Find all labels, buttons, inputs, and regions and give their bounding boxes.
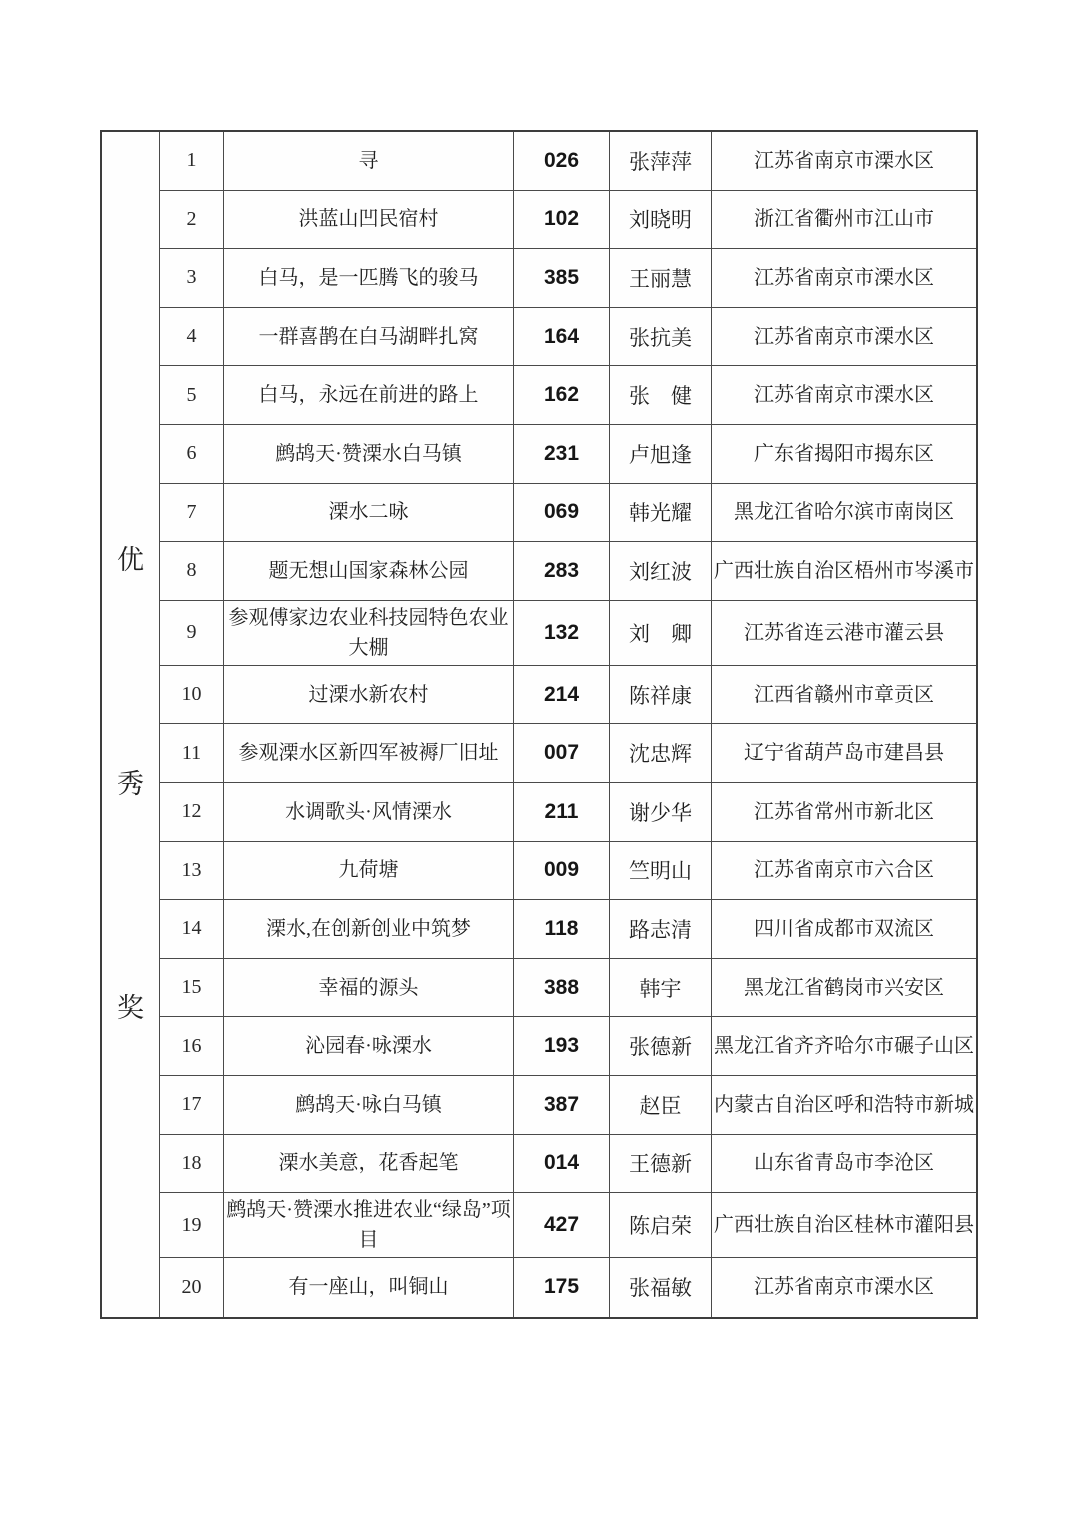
- row-number: 13: [160, 842, 224, 900]
- author-location: 江苏省南京市溧水区: [754, 266, 934, 289]
- row-number: 19: [160, 1193, 224, 1257]
- author-location: 广西壮族自治区桂林市灌阳县: [714, 1214, 974, 1237]
- author-name: 赵臣: [610, 1076, 712, 1134]
- author-location: 黑龙江省鹤岗市兴安区: [744, 976, 944, 999]
- author-name: 张福敏: [610, 1258, 712, 1317]
- work-title: 参观傅家边农业科技园特色农业大棚: [224, 601, 514, 665]
- author-location: 黑龙江省哈尔滨市南岗区: [734, 501, 954, 524]
- author-location: 江苏省南京市溧水区: [754, 325, 934, 348]
- entry-code: 387: [514, 1076, 610, 1134]
- author-location: 江苏省南京市溧水区: [754, 384, 934, 407]
- author-location: 江苏省常州市新北区: [754, 800, 934, 823]
- row-number: 11: [160, 724, 224, 782]
- table-row: [160, 366, 976, 425]
- work-title: 寻: [224, 132, 514, 190]
- row-number: 6: [160, 425, 224, 483]
- award-category-cell: [102, 132, 160, 1317]
- entry-code: 026: [514, 132, 610, 190]
- author-location: 江苏省连云港市灌云县: [744, 621, 944, 644]
- author-location: 广东省揭阳市揭东区: [754, 442, 934, 465]
- row-number: 15: [160, 959, 224, 1017]
- table-row: [160, 1135, 976, 1194]
- row-number: 14: [160, 900, 224, 958]
- row-number: 12: [160, 783, 224, 841]
- table-row: [160, 1076, 976, 1135]
- row-number: 1: [160, 132, 224, 190]
- work-title: 参观溧水区新四军被褥厂旧址: [224, 724, 514, 782]
- entry-code: 118: [514, 900, 610, 958]
- work-title: 洪蓝山凹民宿村: [224, 191, 514, 249]
- table-row: [160, 1258, 976, 1317]
- row-number: 8: [160, 542, 224, 600]
- author-location: 浙江省衢州市江山市: [754, 208, 934, 231]
- row-number: 20: [160, 1258, 224, 1317]
- author-name: 韩宇: [610, 959, 712, 1017]
- author-name: 竺明山: [610, 842, 712, 900]
- award-table: [100, 130, 978, 1319]
- author-name: 谢少华: [610, 783, 712, 841]
- table-row: [160, 1193, 976, 1258]
- work-title: 九荷塘: [224, 842, 514, 900]
- author-name: 张萍萍: [610, 132, 712, 190]
- table-row: [160, 1017, 976, 1076]
- author-location: 辽宁省葫芦岛市建昌县: [744, 742, 944, 765]
- author-name: 沈忠辉: [610, 724, 712, 782]
- table-row: [160, 842, 976, 901]
- work-title: 题无想山国家森林公园: [224, 542, 514, 600]
- row-number: 9: [160, 601, 224, 665]
- author-name: 刘晓明: [610, 191, 712, 249]
- author-name: 刘红波: [610, 542, 712, 600]
- entry-code: 009: [514, 842, 610, 900]
- work-title: 溧水,在创新创业中筑梦: [224, 900, 514, 958]
- author-name: 卢旭逢: [610, 425, 712, 483]
- author-name: 张德新: [610, 1017, 712, 1075]
- row-number: 17: [160, 1076, 224, 1134]
- table-row: [160, 249, 976, 308]
- entry-code: 427: [514, 1193, 610, 1257]
- work-title: 白马，是一匹腾飞的骏马: [224, 249, 514, 307]
- table-row: [160, 191, 976, 250]
- work-title: 有一座山，叫铜山: [224, 1258, 514, 1317]
- table-row: [160, 959, 976, 1018]
- row-number: 18: [160, 1135, 224, 1193]
- entry-code: 007: [514, 724, 610, 782]
- author-name: 张 健: [610, 366, 712, 424]
- award-category-char: 优: [117, 545, 144, 576]
- entry-code: 069: [514, 484, 610, 542]
- table-row: [160, 484, 976, 543]
- author-location: 黑龙江省齐齐哈尔市碾子山区: [714, 1035, 974, 1058]
- author-location: 山东省青岛市李沧区: [754, 1152, 934, 1175]
- table-row: [160, 601, 976, 666]
- row-number: 16: [160, 1017, 224, 1075]
- entry-code: 193: [514, 1017, 610, 1075]
- table-row: [160, 666, 976, 725]
- author-location: 内蒙古自治区呼和浩特市新城: [714, 1093, 974, 1116]
- author-location: 广西壮族自治区梧州市岑溪市: [714, 559, 974, 582]
- author-name: 王德新: [610, 1135, 712, 1193]
- entry-code: 385: [514, 249, 610, 307]
- author-location: 江苏省南京市溧水区: [754, 1276, 934, 1299]
- author-name: 韩光耀: [610, 484, 712, 542]
- entry-code: 231: [514, 425, 610, 483]
- row-number: 3: [160, 249, 224, 307]
- work-title: 鹧鸪天·赞溧水白马镇: [224, 425, 514, 483]
- row-number: 5: [160, 366, 224, 424]
- author-location: 江苏省南京市六合区: [754, 859, 934, 882]
- row-number: 2: [160, 191, 224, 249]
- author-name: 张抗美: [610, 308, 712, 366]
- table-row: [160, 724, 976, 783]
- work-title: 过溧水新农村: [224, 666, 514, 724]
- entry-code: 164: [514, 308, 610, 366]
- entry-code: 211: [514, 783, 610, 841]
- author-name: 陈祥康: [610, 666, 712, 724]
- author-location: 江苏省南京市溧水区: [754, 149, 934, 172]
- author-location: 四川省成都市双流区: [754, 917, 934, 940]
- work-title: 一群喜鹊在白马湖畔扎窝: [224, 308, 514, 366]
- table-row: [160, 783, 976, 842]
- entry-code: 175: [514, 1258, 610, 1317]
- author-name: 王丽慧: [610, 249, 712, 307]
- author-location: 江西省赣州市章贡区: [754, 683, 934, 706]
- work-title: 沁园春·咏溧水: [224, 1017, 514, 1075]
- work-title: 白马，永远在前进的路上: [224, 366, 514, 424]
- table-row: [160, 900, 976, 959]
- award-category-char: 奖: [117, 993, 144, 1024]
- work-title: 溧水二咏: [224, 484, 514, 542]
- table-row: [160, 132, 976, 191]
- author-name: 路志清: [610, 900, 712, 958]
- entry-code: 132: [514, 601, 610, 665]
- work-title: 幸福的源头: [224, 959, 514, 1017]
- row-number: 10: [160, 666, 224, 724]
- entry-code: 283: [514, 542, 610, 600]
- entry-code: 014: [514, 1135, 610, 1193]
- award-category-char: 秀: [117, 769, 144, 800]
- table-row: [160, 425, 976, 484]
- table-rows: [160, 132, 976, 1317]
- work-title: 鹧鸪天·咏白马镇: [224, 1076, 514, 1134]
- entry-code: 388: [514, 959, 610, 1017]
- table-row: [160, 542, 976, 601]
- entry-code: 102: [514, 191, 610, 249]
- entry-code: 162: [514, 366, 610, 424]
- author-name: 陈启荣: [610, 1193, 712, 1257]
- author-name: 刘 卿: [610, 601, 712, 665]
- table-row: [160, 308, 976, 367]
- work-title: 鹧鸪天·赞溧水推进农业“绿岛”项目: [224, 1193, 514, 1257]
- row-number: 4: [160, 308, 224, 366]
- work-title: 溧水美意，花香起笔: [224, 1135, 514, 1193]
- entry-code: 214: [514, 666, 610, 724]
- row-number: 7: [160, 484, 224, 542]
- work-title: 水调歌头·风情溧水: [224, 783, 514, 841]
